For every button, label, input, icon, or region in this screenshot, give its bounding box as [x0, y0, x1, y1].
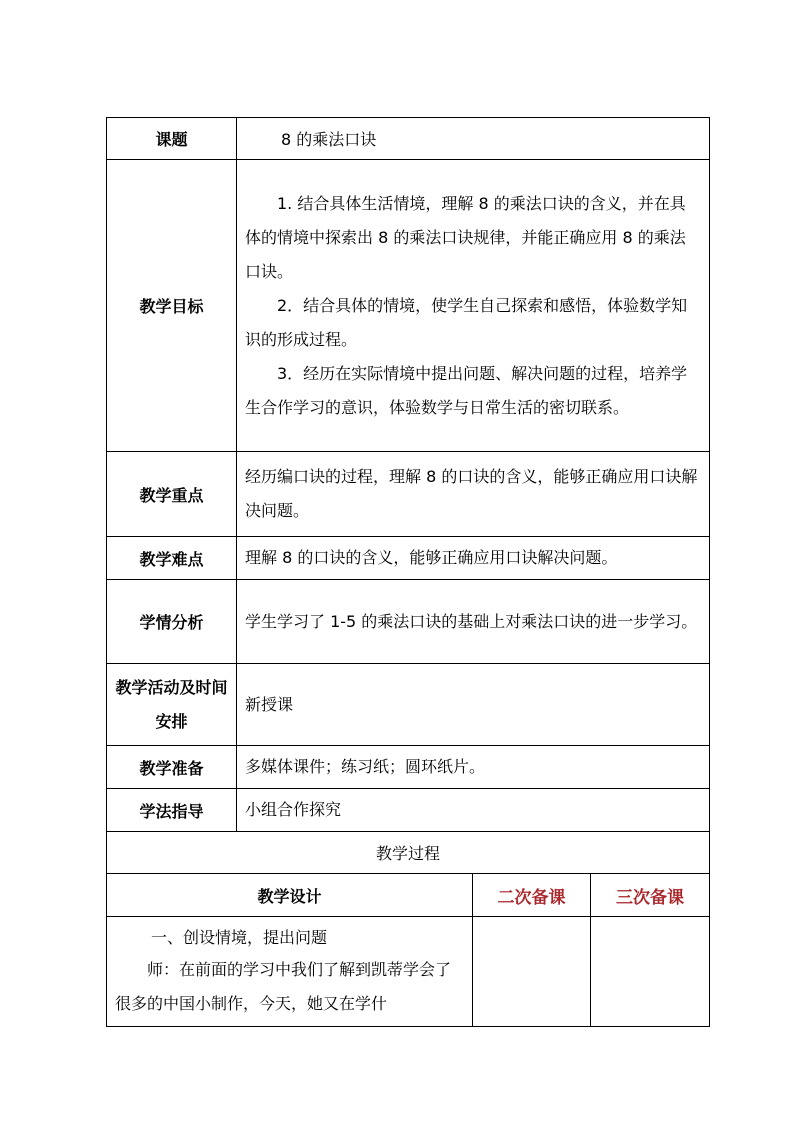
- objectives-row: [107, 160, 710, 452]
- schedule-label: 教学活动及时间安排: [107, 664, 237, 746]
- design-column-header: 教学设计: [107, 874, 473, 917]
- third-prep-cell[interactable]: [591, 917, 710, 1027]
- difficulties-label: 教学难点: [107, 537, 237, 580]
- second-prep-column-header: 二次备课: [473, 874, 591, 917]
- method-text: 小组合作探究: [245, 800, 342, 819]
- difficulties-row: [107, 537, 710, 580]
- third-prep-column-header: 三次备课: [591, 874, 710, 917]
- preparation-text: 多媒体课件；练习纸；圆环纸片。: [245, 757, 486, 776]
- process-content-row: [107, 917, 710, 1027]
- topic-label: 课题: [107, 118, 237, 160]
- preparation-row: [107, 746, 710, 789]
- preparation-label: 教学准备: [107, 746, 237, 789]
- topic-text: 8 的乘法口诀: [281, 130, 377, 149]
- difficulties-text: 理解 8 的口诀的含义，能够正确应用口诀解决问题。: [245, 548, 618, 567]
- process-header-row: [107, 874, 710, 917]
- schedule-text: 新授课: [245, 694, 294, 714]
- schedule-value: [237, 664, 710, 746]
- key-points-value: [237, 452, 710, 537]
- lesson-plan-table: [106, 117, 710, 1027]
- process-title-row: [107, 832, 710, 874]
- objective-item-3: 3．经历在实际情境中提出问题、解决问题的过程，培养学生合作学习的意识，体验数学与日常生活的密切联系。: [245, 363, 688, 417]
- objectives-value: [237, 160, 710, 452]
- analysis-label: 学情分析: [107, 580, 237, 664]
- key-points-row: [107, 452, 710, 537]
- analysis-row: [107, 580, 710, 664]
- topic-row: [107, 118, 710, 160]
- objective-item-2: 2．结合具体的情境，使学生自己探索和感悟，体验数学知识的形成过程。: [245, 295, 688, 349]
- schedule-row: [107, 664, 710, 746]
- key-points-label: 教学重点: [107, 452, 237, 537]
- difficulties-value: [237, 537, 710, 580]
- preparation-value: [237, 746, 710, 789]
- method-row: [107, 789, 710, 832]
- process-title: 教学过程: [107, 832, 710, 874]
- objectives-label: 教学目标: [107, 160, 237, 452]
- method-value: [237, 789, 710, 832]
- analysis-text: 学生学习了 1-5 的乘法口诀的基础上对乘法口诀的进一步学习。: [245, 611, 698, 631]
- section-heading: 一、创设情境，提出问题: [151, 927, 328, 947]
- method-label: 学法指导: [107, 789, 237, 832]
- topic-value: [237, 118, 710, 160]
- analysis-value: [237, 580, 710, 664]
- key-points-text: 经历编口诀的过程，理解 8 的口诀的含义，能够正确应用口诀解决问题。: [245, 467, 698, 520]
- design-body-text: 师：在前面的学习中我们了解到凯蒂学会了很多的中国小制作，今天，她又在学什: [115, 959, 452, 1013]
- objective-item-1: 1. 结合具体生活情境，理解 8 的乘法口诀的含义，并在具体的情境中探索出 8 的乘法口诀规律，并能正确应用 8 的乘法口诀。: [245, 193, 686, 281]
- second-prep-cell[interactable]: [473, 917, 591, 1027]
- design-content: [107, 917, 473, 1027]
